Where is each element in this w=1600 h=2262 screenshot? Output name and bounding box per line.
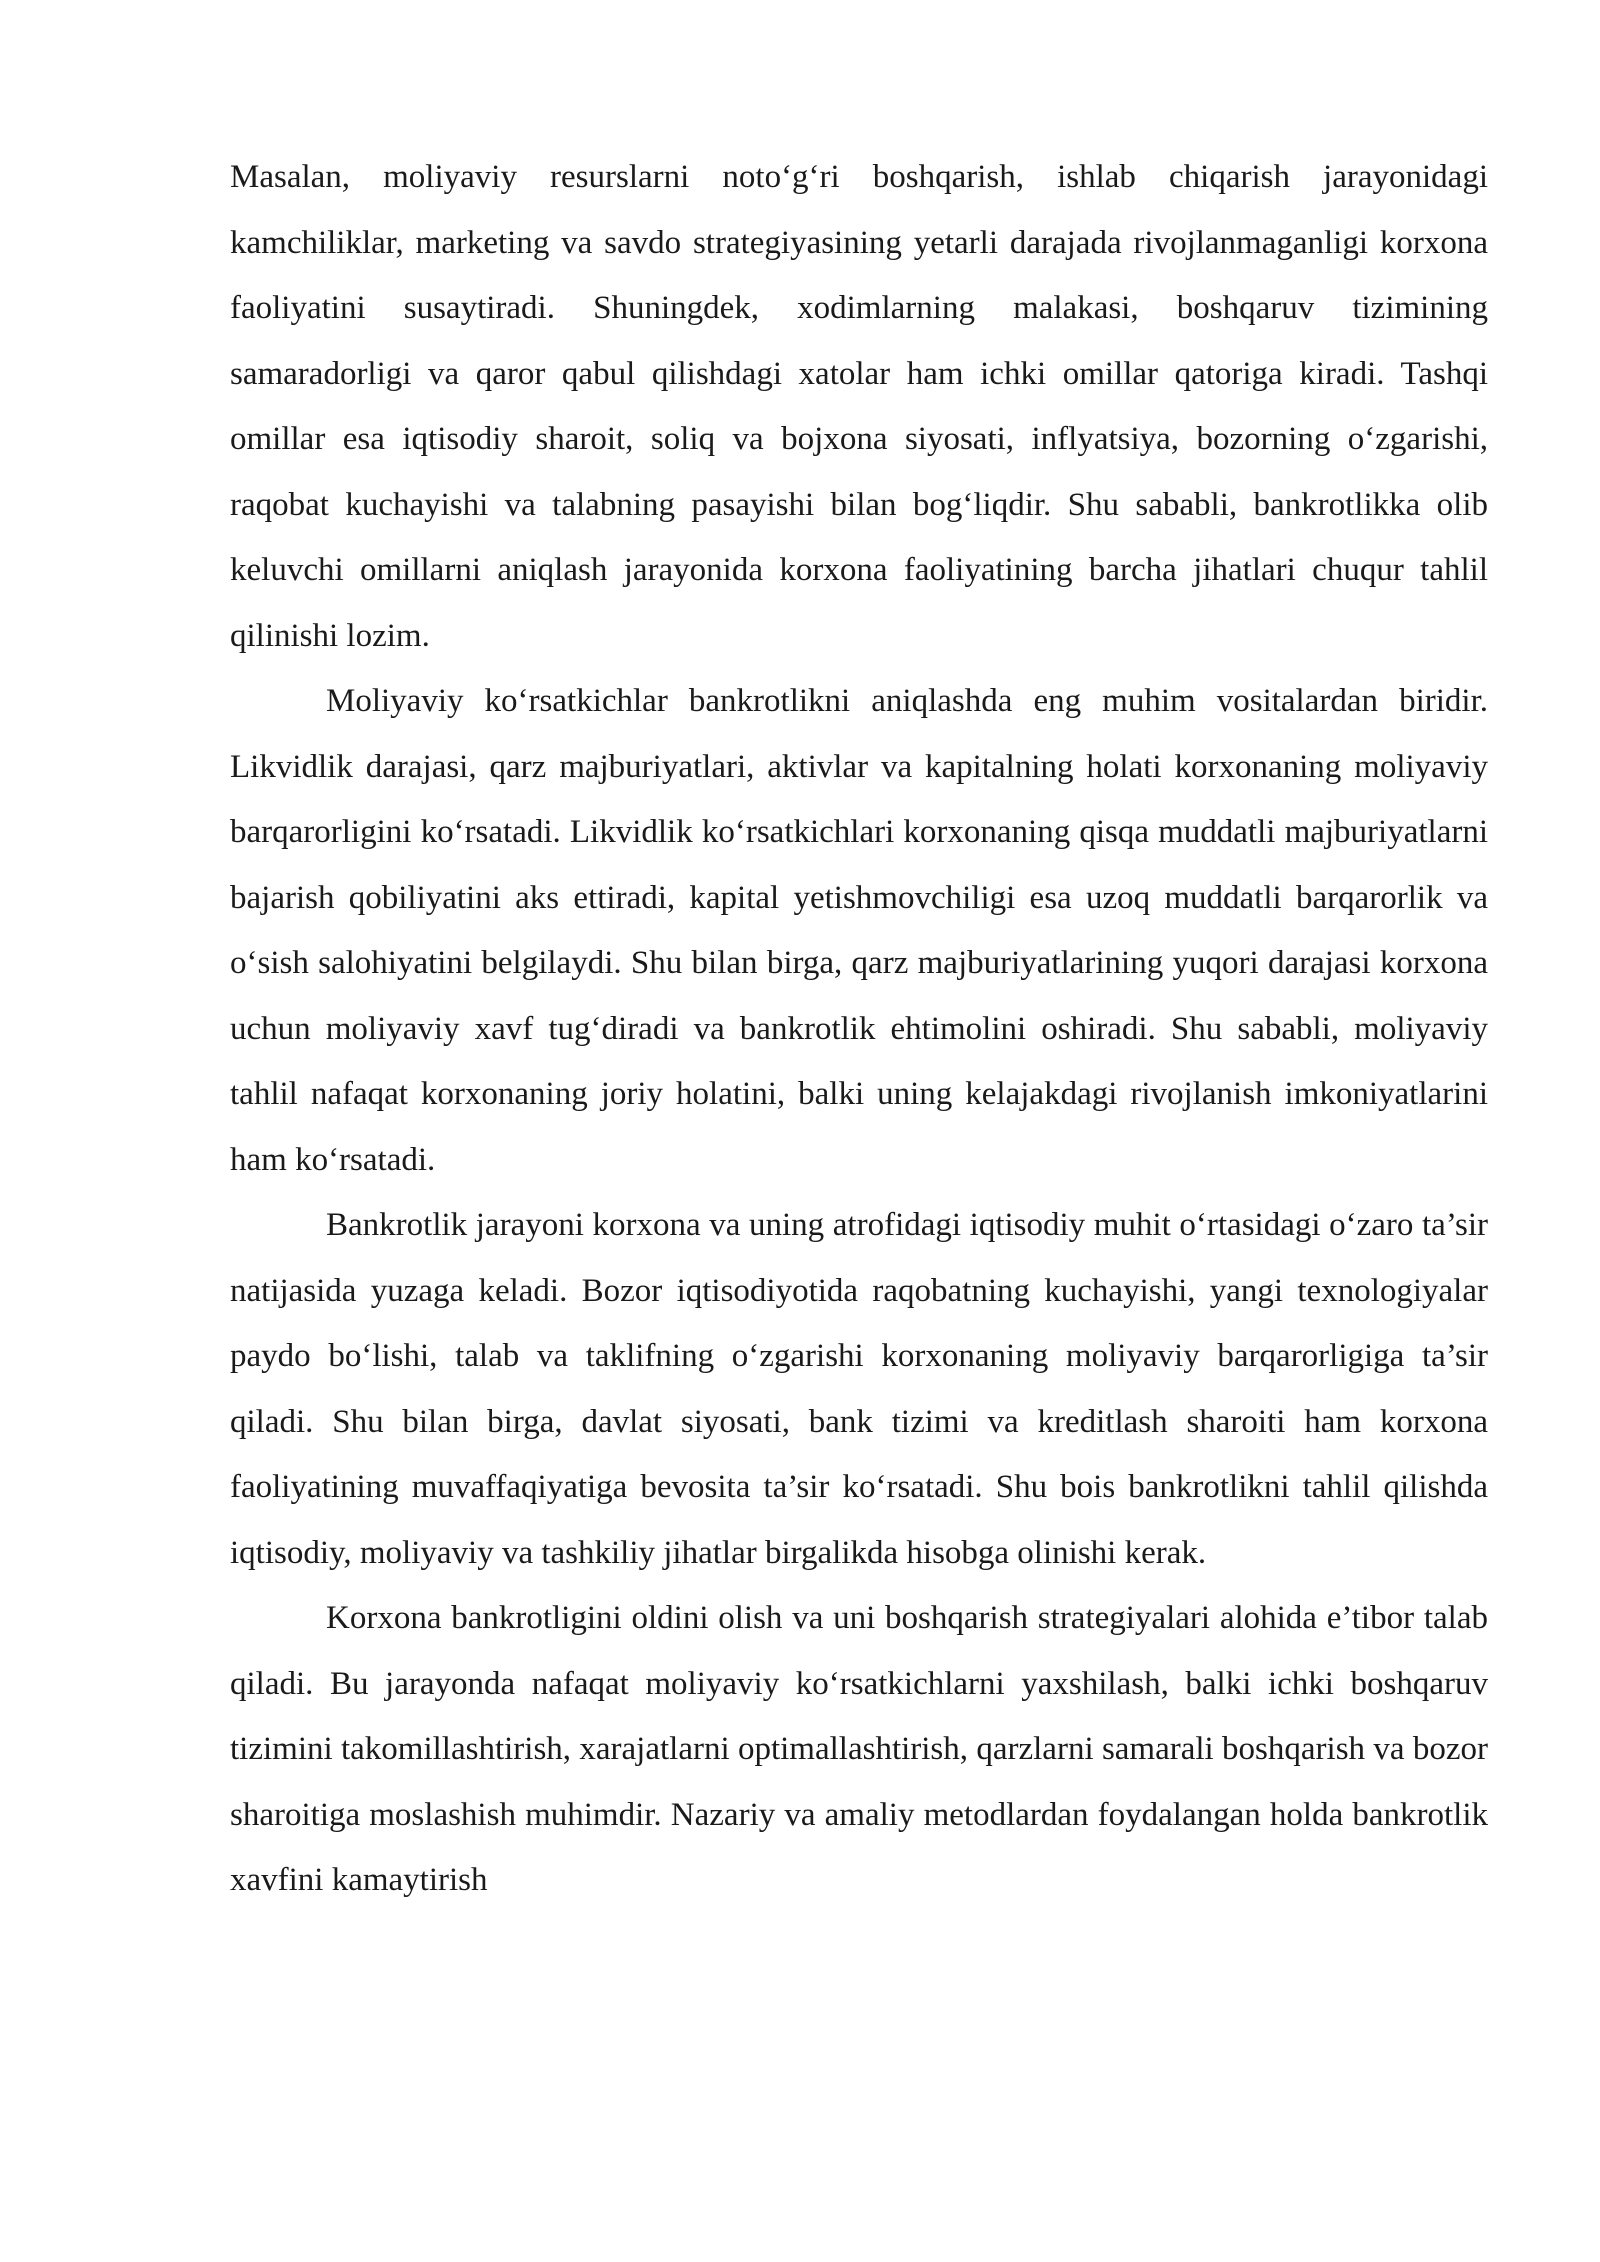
paragraph-1: Masalan, moliyaviy resurslarni noto‘g‘ri boshqarish, ishlab chiqarish jarayonidagi kamchiliklar, marketing va savdo strategiyasining yetarli darajada rivojlanmaganligi korxona faoliyatini susaytiradi. Shuningdek, xodimlarning malakasi, boshqaruv tizimining samaradorligi va qaror qabul qilishdagi xatolar ham ichki omillar qatoriga kiradi. Tashqi omillar esa iqtisodiy sharoit, soliq va bojxona siyosati, inflyatsiya, bozorning o‘zgarishi, raqobat kuchayishi va talabning pasayishi bilan bog‘liqdir. Shu sababli, bankrotlikka olib keluvchi omillarni aniqlash jarayonida korxona faoliyatining barcha jihatlari chuqur tahlil qilinishi lozim. [230, 159, 1488, 654]
paragraph-4: Korxona bankrotligini oldini olish va uni boshqarish strategiyalari alohida e’tibor talab qiladi. Bu jarayonda nafaqat moliyaviy ko‘rsatkichlarni yaxshilash, balki ichki boshqaruv tizimini takomillashtirish, xarajatlarni optimallashtirish, qarzlarni samarali boshqarish va bozor sharoitiga moslashish muhimdir. Nazariy va amaliy metodlardan foydalangan holda bankrotlik xavfini kamaytirish [230, 1600, 1488, 1898]
paragraph-2: Moliyaviy ko‘rsatkichlar bankrotlikni aniqlashda eng muhim vositalardan biridir. Likvidlik darajasi, qarz majburiyatlari, aktivlar va kapitalning holati korxonaning moliyaviy barqarorligini ko‘rsatadi. Likvidlik ko‘rsatkichlari korxonaning qisqa muddatli majburiyatlarni bajarish qobiliyatini aks ettiradi, kapital yetishmovchiligi esa uzoq muddatli barqarorlik va o‘sish salohiyatini belgilaydi. Shu bilan birga, qarz majburiyatlarining yuqori darajasi korxona uchun moliyaviy xavf tug‘diradi va bankrotlik ehtimolini oshiradi. Shu sababli, moliyaviy tahlil nafaqat korxonaning joriy holatini, balki uning kelajakdagi rivojlanish imkoniyatlarini ham ko‘rsatadi. [230, 683, 1488, 1178]
paragraph-3: Bankrotlik jarayoni korxona va uning atrofidagi iqtisodiy muhit o‘rtasidagi o‘zaro ta’sir natijasida yuzaga keladi. Bozor iqtisodiyotida raqobatning kuchayishi, yangi texnologiyalar paydo bo‘lishi, talab va taklifning o‘zgarishi korxonaning moliyaviy barqarorligiga ta’sir qiladi. Shu bilan birga, davlat siyosati, bank tizimi va kreditlash sharoiti ham korxona faoliyatining muvaffaqiyatiga bevosita ta’sir ko‘rsatadi. Shu bois bankrotlikni tahlil qilishda iqtisodiy, moliyaviy va tashkiliy jihatlar birgalikda hisobga olinishi kerak. [230, 1207, 1488, 1571]
body-text [230, 145, 1488, 1914]
